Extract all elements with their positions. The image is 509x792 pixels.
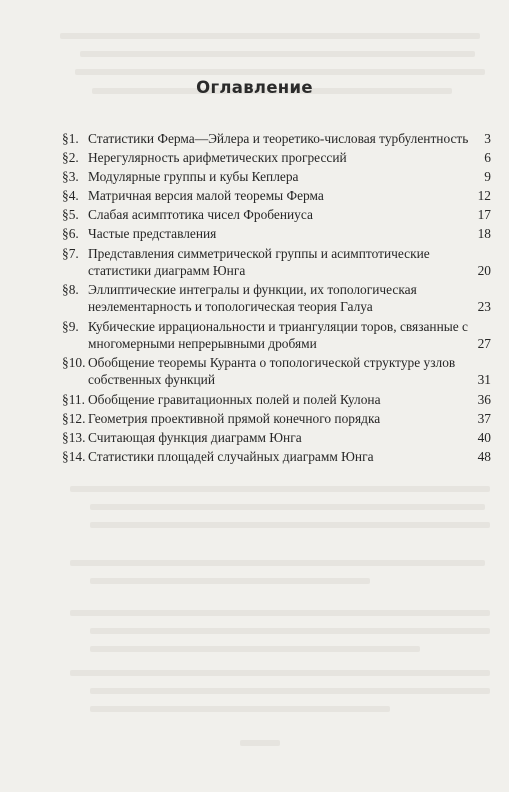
toc-entry[interactable] — [62, 429, 491, 446]
toc-entry[interactable] — [62, 448, 491, 465]
toc-entry-title: Геометрия проективной прямой конечного порядка — [88, 410, 381, 426]
toc-entry-title: Частые представления — [88, 226, 217, 242]
page-title: Оглавление — [196, 78, 313, 97]
toc-entry-number: §13. — [62, 429, 86, 445]
bleed-through-line — [70, 560, 485, 566]
toc-entry[interactable] — [62, 187, 491, 204]
bleed-through-line — [90, 706, 390, 712]
toc-entry-page: 37 — [477, 410, 491, 426]
toc-entry-number: §12. — [62, 410, 86, 426]
toc-entry-number: §1. — [62, 131, 79, 146]
toc-entry[interactable] — [62, 149, 491, 166]
toc-entry-page: 31 — [477, 372, 491, 388]
toc-entry-page: 17 — [477, 207, 491, 223]
toc-entry-title: Нерегулярность арифметических прогрессий — [88, 150, 347, 166]
bleed-through-line — [90, 578, 370, 584]
toc-entry-title: Модулярные группы и кубы Кеплера — [88, 169, 299, 185]
bleed-through-line — [90, 504, 485, 510]
toc-entry-number: §11. — [62, 391, 85, 407]
toc-entry-title: Эллиптические интегралы и функции, их топологическая неэлементарность и топологическая теория Галуа — [88, 282, 417, 315]
toc-entry-title: Статистики Ферма—Эйлера и теоретико-числовая турбулентность — [88, 131, 469, 146]
toc-entry[interactable] — [62, 168, 491, 185]
toc-entry-number: §7. — [62, 245, 79, 261]
toc-entry-page: 18 — [477, 226, 491, 242]
bleed-through-line — [90, 646, 420, 652]
toc-entry-title: Слабая асимптотика чисел Фробениуса — [88, 207, 313, 223]
bleed-through-line — [70, 610, 490, 616]
toc-entry[interactable] — [62, 391, 491, 408]
toc-entry-page: 9 — [484, 169, 491, 185]
toc-entry-page: 48 — [477, 448, 491, 464]
toc-entry-title: Представления симметрической группы и асимптотические статистики диаграмм Юнга — [88, 245, 430, 278]
toc-entry-page: 20 — [477, 262, 491, 278]
toc-entry-title: Статистики площадей случайных диаграмм Юнга — [88, 448, 374, 464]
bleed-through-line — [90, 628, 490, 634]
toc-entry-page: 3 — [484, 131, 491, 146]
bleed-through-line — [90, 688, 490, 694]
toc-entry-number: §8. — [62, 282, 79, 298]
toc-entry-number: §6. — [62, 226, 79, 242]
bleed-through-line — [70, 486, 490, 492]
toc-entry[interactable] — [62, 354, 491, 389]
toc-entry[interactable] — [62, 410, 491, 427]
toc-entry-title: Считающая функция диаграмм Юнга — [88, 429, 302, 445]
toc-entry-number: §2. — [62, 150, 79, 166]
toc-entry-page: 23 — [477, 299, 491, 315]
toc-entry-page: 36 — [477, 391, 491, 407]
bleed-through-line — [80, 51, 475, 57]
bleed-through-line — [75, 69, 485, 75]
bleed-through-line — [240, 740, 280, 746]
toc-entry[interactable] — [62, 130, 491, 147]
toc-entry-number: §9. — [62, 318, 79, 334]
toc-entry[interactable] — [62, 206, 491, 223]
toc-entry-page: 40 — [477, 429, 491, 445]
toc-entry[interactable] — [62, 245, 491, 280]
toc-entry-number: §14. — [62, 448, 86, 464]
toc-entry-number: §5. — [62, 207, 79, 223]
toc-entry-number: §3. — [62, 169, 79, 185]
toc-entry[interactable] — [62, 281, 491, 316]
toc-entry-title: Кубические иррациональности и триангуляции торов, связанные с многомерными непрерывными дробями — [88, 318, 468, 351]
toc-entry-title: Матричная версия малой теоремы Ферма — [88, 188, 324, 204]
toc-entry-title: Обобщение теоремы Куранта о топологической структуре узлов собственных функций — [88, 355, 456, 388]
toc-entry-title: Обобщение гравитационных полей и полей Кулона — [88, 391, 381, 407]
toc-entry-page: 27 — [477, 335, 491, 351]
toc-entry-page: 12 — [477, 188, 491, 204]
bleed-through-line — [90, 522, 490, 528]
bleed-through-line — [70, 670, 490, 676]
toc-entry-number: §4. — [62, 188, 79, 204]
table-of-contents — [62, 130, 491, 467]
toc-entry-number: §10. — [62, 355, 86, 371]
toc-entry-page: 6 — [484, 150, 491, 166]
toc-entry[interactable] — [62, 225, 491, 242]
toc-entry[interactable] — [62, 318, 491, 353]
bleed-through-line — [60, 33, 480, 39]
